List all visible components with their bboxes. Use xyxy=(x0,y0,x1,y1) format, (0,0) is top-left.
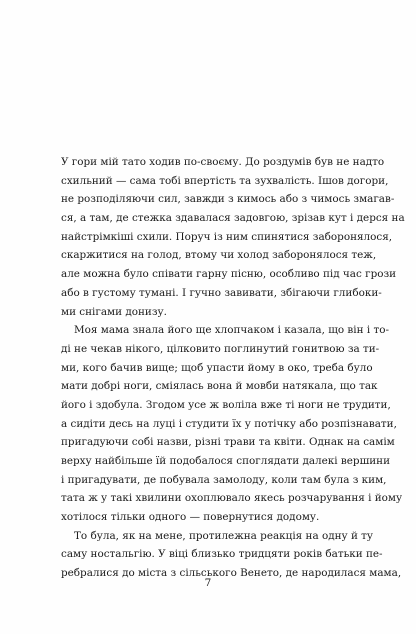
text-line: ді не чекав нікого, цілковито поглинутий гонитвою за ти- xyxy=(61,342,380,355)
text-line: ми снігами донизу. xyxy=(61,305,167,318)
text-line: У гори мій тато ходив по-своєму. До роздумів був не надто xyxy=(61,156,385,168)
text-line: а сидіти десь на луці і студити їх у потічку або розпізнавати, xyxy=(61,417,397,430)
text-line: його і здобула. Згодом усе ж воліла вже ті ноги не трудити, xyxy=(61,398,391,411)
text-line: ребралися до міста з сільського Венето, де народилася мама, xyxy=(61,567,402,580)
text-line: скаржитися на голод, втому чи холод заборонялося теж, xyxy=(61,249,377,262)
page-number: 7 xyxy=(204,577,212,589)
text-line: саму ностальгію. У віці близько тридцяти років батьки пе- xyxy=(61,548,383,561)
paragraph xyxy=(61,153,405,321)
text-line: пригадуючи собі назви, різні трави та квіти. Однак на самім xyxy=(61,436,395,449)
text-line: верху найбільше їй подобалося споглядати далекі вершини xyxy=(61,455,391,467)
text-line: Моя мама знала його ще хлопчаком і казала, що він і то- xyxy=(74,324,389,337)
paragraph xyxy=(61,527,402,583)
text-line: То була, як на мене, протилежна реакція на одну й ту xyxy=(74,529,374,542)
body-text xyxy=(61,153,405,583)
paragraph xyxy=(61,321,403,527)
text-line: і пригадувати, де побувала замолоду, коли там була з ким, xyxy=(61,473,387,486)
text-line: найстрімкіші схили. Поруч із ним спинятися заборонялося, xyxy=(61,230,393,243)
text-line: мати добрі ноги, сміялась вона й мовби натякала, що так xyxy=(61,380,378,393)
text-line: але можна було співати гарну пісню, особливо під час грози xyxy=(61,268,397,281)
text-line: схильний — сама тобі впертість та зухвалість. Ішов догори, xyxy=(61,174,389,187)
text-line: ся, а там, де стежка здавалася задовгою, зрізав кут і дерся на xyxy=(61,212,405,225)
text-line: або в густому тумані. І гучно завивати, збігаючи глибоки- xyxy=(61,286,382,299)
text-line: хотілося тільки одного — повернутися додому. xyxy=(61,511,320,524)
text-line: не розподіляючи сил, завжди з кимось або з чимось змагав- xyxy=(61,193,395,206)
text-line: ми, кого бачив вище; щоб упасти йому в око, треба було xyxy=(61,361,373,374)
text-line: тата ж у такі хвилини охоплювало якесь розчарування і йому xyxy=(61,492,403,505)
